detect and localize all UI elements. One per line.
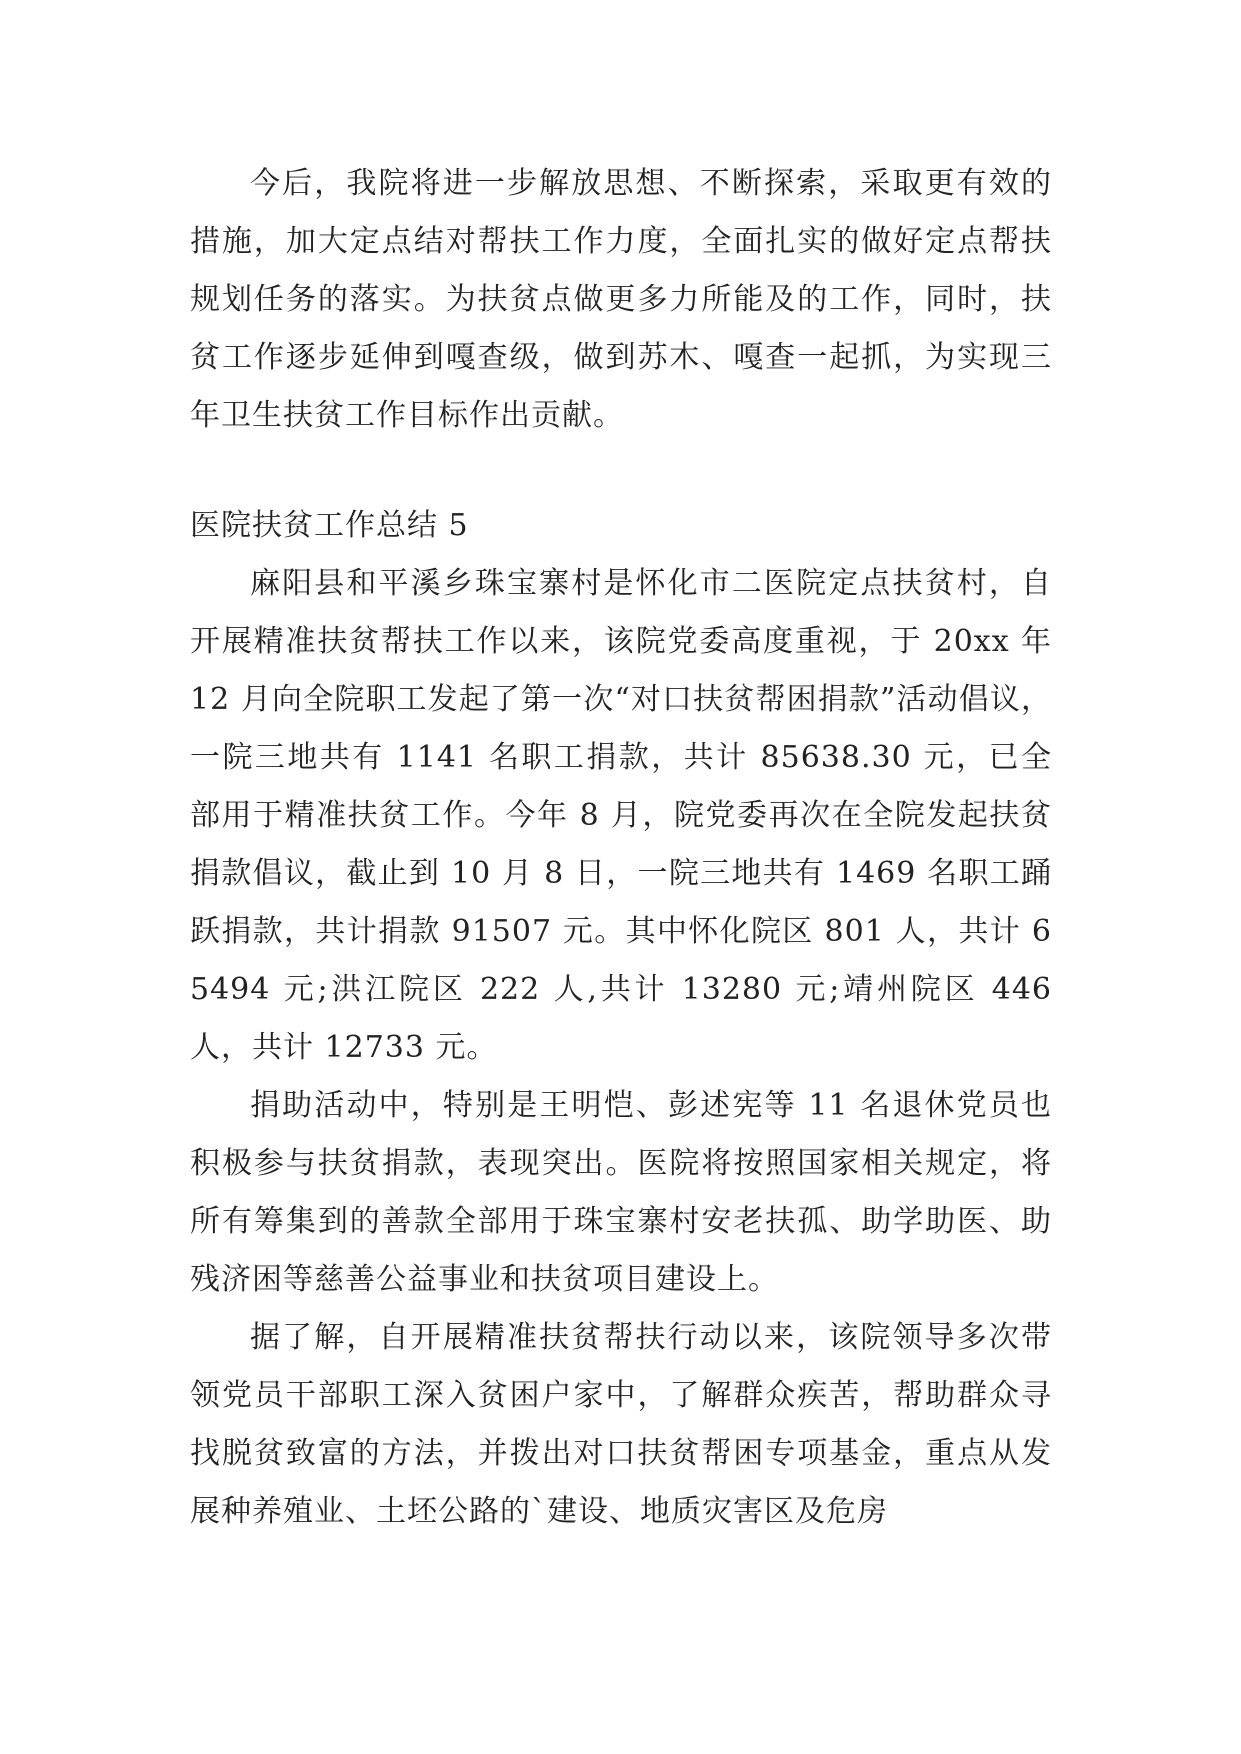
paragraph-donation-overview: 麻阳县和平溪乡珠宝寨村是怀化市二医院定点扶贫村，自开展精准扶贫帮扶工作以来，该院党委高度重视，于 20xx 年 12 月向全院职工发起了第一次“对口扶贫帮困捐款”活动倡议，一院三地共有 1141 名职工捐款，共计 85638.30 元，已全部用于精准扶贫工作。今年 8 月，院党委再次在全院发起扶贫捐款倡议，截止到 10 月 8 日，一院三地共有 1469 名职工踊跃捐款，共计捐款 91507 元。其中怀化院区 801 人，共计 65494 元;洪江院区 222 人,共计 13280 元;靖州院区 446 人，共计 12733 元。 (190, 566, 1052, 1065)
paragraph-leadership-actions: 据了解，自开展精准扶贫帮扶行动以来，该院领导多次带领党员干部职工深入贫困户家中，了解群众疾苦，帮助群众寻找脱贫致富的方法，并拨出对口扶贫帮困专项基金，重点从发展种养殖业、土坯公路的`建设、地质灾害区及危房 (190, 1320, 1052, 1529)
paragraph-conclusion: 今后，我院将进一步解放思想、不断探索，采取更有效的措施，加大定点结对帮扶工作力度，全面扎实的做好定点帮扶规划任务的落实。为扶贫点做更多力所能及的工作，同时，扶贫工作逐步延伸到嘎查级，做到苏木、嘎查一起抓，为实现三年卫生扶贫工作目标作出贡献。 (190, 166, 1052, 433)
section-heading: 医院扶贫工作总结 5 (190, 508, 469, 543)
paragraph-retired-members: 捐助活动中，特别是王明恺、彭述宪等 11 名退休党员也积极参与扶贫捐款，表现突出。医院将按照国家相关规定，将所有筹集到的善款全部用于珠宝寨村安老扶孤、助学助医、助残济困等慈善公益事业和扶贫项目建设上。 (190, 1088, 1052, 1297)
section-gap (190, 445, 1052, 497)
document-page (190, 155, 1052, 1541)
